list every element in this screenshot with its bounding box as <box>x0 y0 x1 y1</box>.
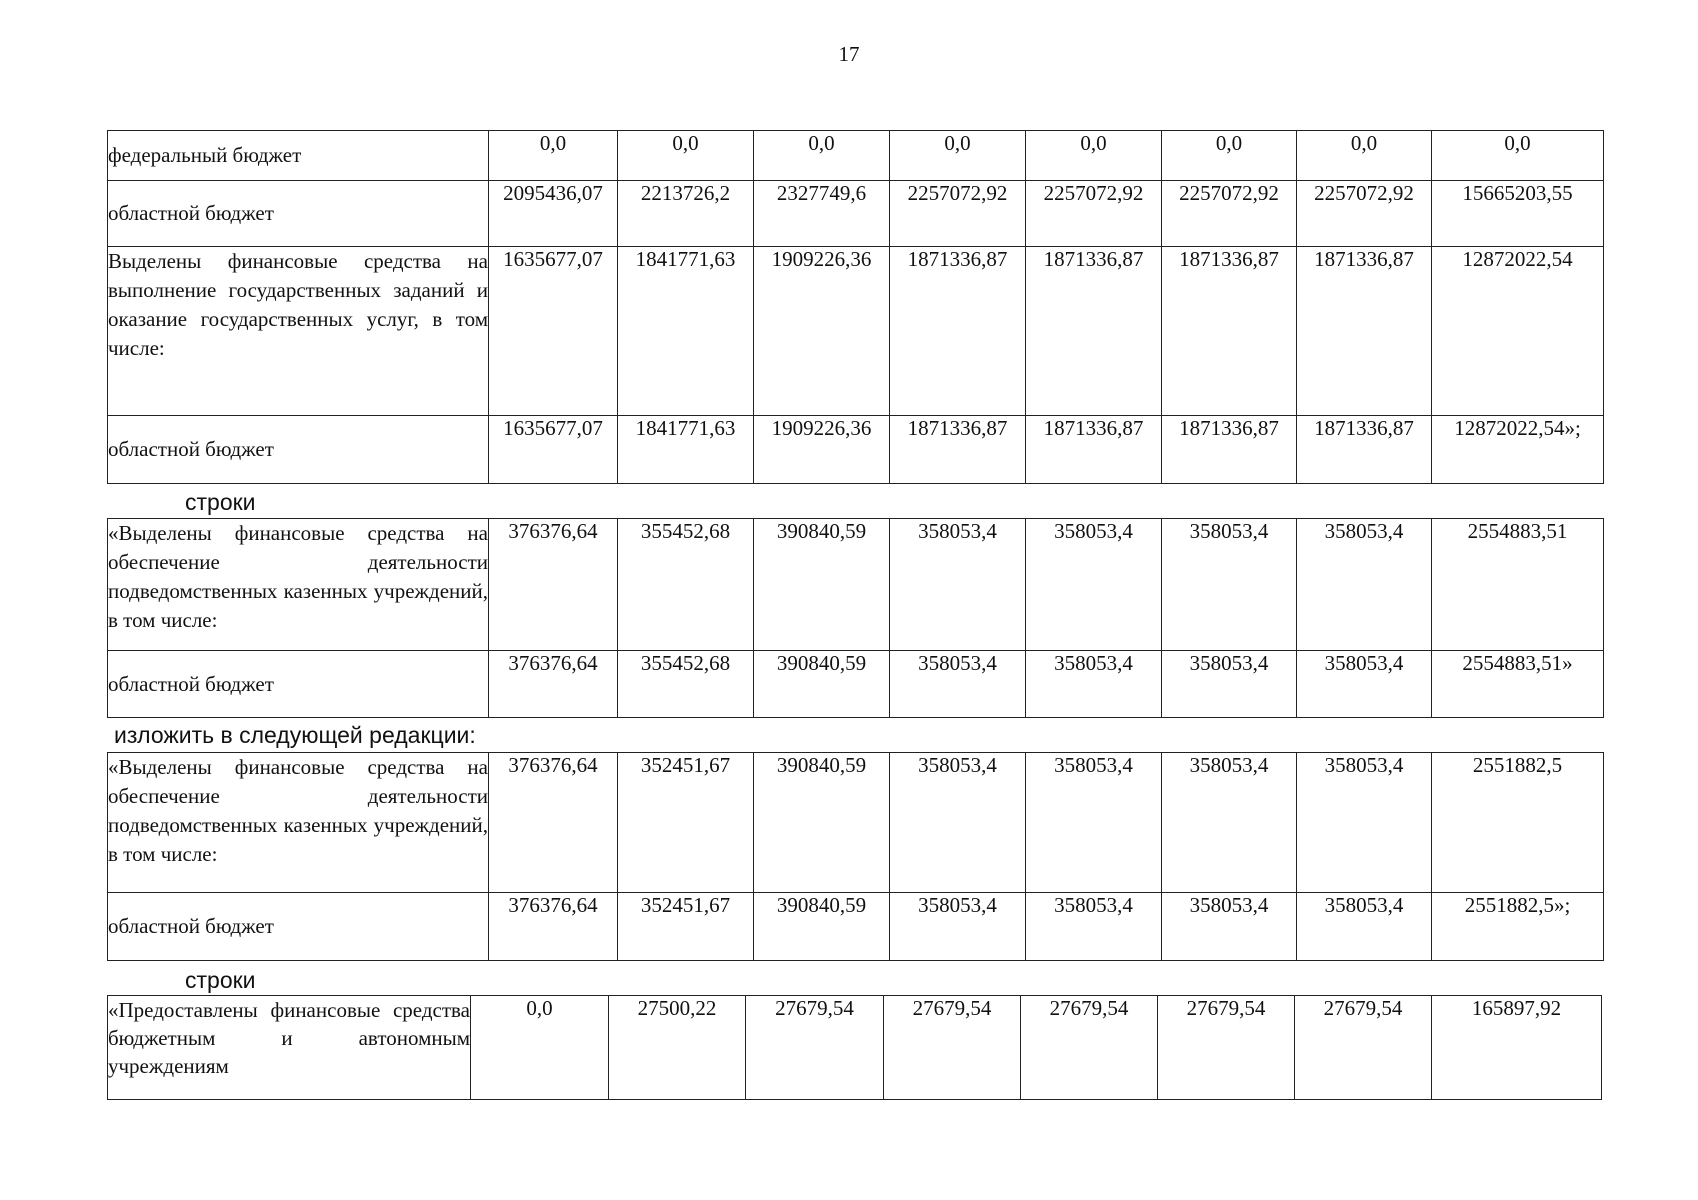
value-cell: 2213726,2 <box>618 181 754 247</box>
budget-table-3 <box>107 752 1604 961</box>
value-cell: 390840,59 <box>754 651 890 718</box>
value-cell: 358053,4 <box>1026 519 1162 651</box>
value-cell: 358053,4 <box>1162 893 1297 961</box>
total-cell: 12872022,54»; <box>1432 416 1604 484</box>
value-cell: 1909226,36 <box>754 416 890 484</box>
value-cell: 1841771,63 <box>618 247 754 416</box>
value-cell: 352451,67 <box>618 753 754 893</box>
value-cell: 27500,22 <box>609 996 746 1100</box>
value-cell: 358053,4 <box>1162 753 1297 893</box>
value-cell: 27679,54 <box>1295 996 1432 1100</box>
value-cell: 27679,54 <box>746 996 884 1100</box>
table-row <box>108 247 1604 416</box>
row-label: областной бюджет <box>108 893 489 961</box>
budget-table-1 <box>107 130 1604 484</box>
value-cell: 376376,64 <box>489 893 618 961</box>
table-row <box>108 519 1604 651</box>
row-label: «Выделены финансовые средства на обеспечение деятельности подведомственных казенных учреждений, в том числе: <box>108 519 489 651</box>
table-row <box>108 893 1604 961</box>
value-cell: 358053,4 <box>1026 753 1162 893</box>
edit-heading: изложить в следующей редакции: <box>114 722 476 748</box>
value-cell: 1635677,07 <box>489 247 618 416</box>
value-cell: 358053,4 <box>1297 753 1432 893</box>
value-cell: 358053,4 <box>890 651 1026 718</box>
total-cell: 2551882,5 <box>1432 753 1604 893</box>
value-cell: 390840,59 <box>754 893 890 961</box>
value-cell: 2257072,92 <box>1162 181 1297 247</box>
value-cell: 0,0 <box>471 996 609 1100</box>
total-cell: 2551882,5»; <box>1432 893 1604 961</box>
table-row <box>108 753 1604 893</box>
separator-rows-2: строки <box>185 967 256 993</box>
value-cell: 2327749,6 <box>754 181 890 247</box>
table-row <box>108 131 1604 181</box>
value-cell: 390840,59 <box>754 753 890 893</box>
total-cell: 165897,92 <box>1432 996 1602 1100</box>
value-cell: 358053,4 <box>890 753 1026 893</box>
table-row <box>108 181 1604 247</box>
value-cell: 358053,4 <box>890 893 1026 961</box>
table-row <box>108 996 1602 1100</box>
total-cell: 0,0 <box>1432 131 1604 181</box>
value-cell: 358053,4 <box>1297 651 1432 718</box>
value-cell: 358053,4 <box>1162 651 1297 718</box>
row-label: Выделены финансовые средства на выполнение государственных заданий и оказание государственных услуг, в том числе: <box>108 247 489 416</box>
value-cell: 1909226,36 <box>754 247 890 416</box>
total-cell: 15665203,55 <box>1432 181 1604 247</box>
row-label: областной бюджет <box>108 651 489 718</box>
value-cell: 2257072,92 <box>890 181 1026 247</box>
value-cell: 1871336,87 <box>890 416 1026 484</box>
value-cell: 1871336,87 <box>1162 416 1297 484</box>
row-label: «Предоставлены финансовые средства бюджетным и автономным учреждениям <box>108 996 471 1100</box>
total-cell: 2554883,51» <box>1432 651 1604 718</box>
value-cell: 0,0 <box>1297 131 1432 181</box>
value-cell: 27679,54 <box>1158 996 1295 1100</box>
value-cell: 358053,4 <box>1026 893 1162 961</box>
value-cell: 376376,64 <box>489 651 618 718</box>
value-cell: 1871336,87 <box>1297 247 1432 416</box>
total-cell: 12872022,54 <box>1432 247 1604 416</box>
value-cell: 0,0 <box>890 131 1026 181</box>
value-cell: 358053,4 <box>890 519 1026 651</box>
value-cell: 355452,68 <box>618 519 754 651</box>
value-cell: 1871336,87 <box>1162 247 1297 416</box>
value-cell: 376376,64 <box>489 753 618 893</box>
row-label: областной бюджет <box>108 416 489 484</box>
value-cell: 2095436,07 <box>489 181 618 247</box>
value-cell: 0,0 <box>489 131 618 181</box>
value-cell: 2257072,92 <box>1297 181 1432 247</box>
value-cell: 390840,59 <box>754 519 890 651</box>
value-cell: 1871336,87 <box>890 247 1026 416</box>
value-cell: 0,0 <box>754 131 890 181</box>
value-cell: 358053,4 <box>1026 651 1162 718</box>
row-label: областной бюджет <box>108 181 489 247</box>
value-cell: 1871336,87 <box>1026 416 1162 484</box>
value-cell: 352451,67 <box>618 893 754 961</box>
budget-table-2 <box>107 518 1604 718</box>
value-cell: 358053,4 <box>1297 519 1432 651</box>
value-cell: 358053,4 <box>1297 893 1432 961</box>
table-row <box>108 416 1604 484</box>
value-cell: 1871336,87 <box>1297 416 1432 484</box>
row-label: «Выделены финансовые средства на обеспечение деятельности подведомственных казенных учреждений, в том числе: <box>108 753 489 893</box>
table-row <box>108 651 1604 718</box>
value-cell: 0,0 <box>618 131 754 181</box>
budget-table-4 <box>107 995 1602 1100</box>
value-cell: 358053,4 <box>1162 519 1297 651</box>
value-cell: 2257072,92 <box>1026 181 1162 247</box>
total-cell: 2554883,51 <box>1432 519 1604 651</box>
value-cell: 27679,54 <box>884 996 1021 1100</box>
value-cell: 1635677,07 <box>489 416 618 484</box>
value-cell: 1841771,63 <box>618 416 754 484</box>
value-cell: 0,0 <box>1162 131 1297 181</box>
value-cell: 376376,64 <box>489 519 618 651</box>
value-cell: 1871336,87 <box>1026 247 1162 416</box>
value-cell: 355452,68 <box>618 651 754 718</box>
page-number: 17 <box>838 42 860 66</box>
value-cell: 27679,54 <box>1021 996 1158 1100</box>
separator-rows-1: строки <box>185 489 256 515</box>
row-label: федеральный бюджет <box>108 131 489 181</box>
value-cell: 0,0 <box>1026 131 1162 181</box>
